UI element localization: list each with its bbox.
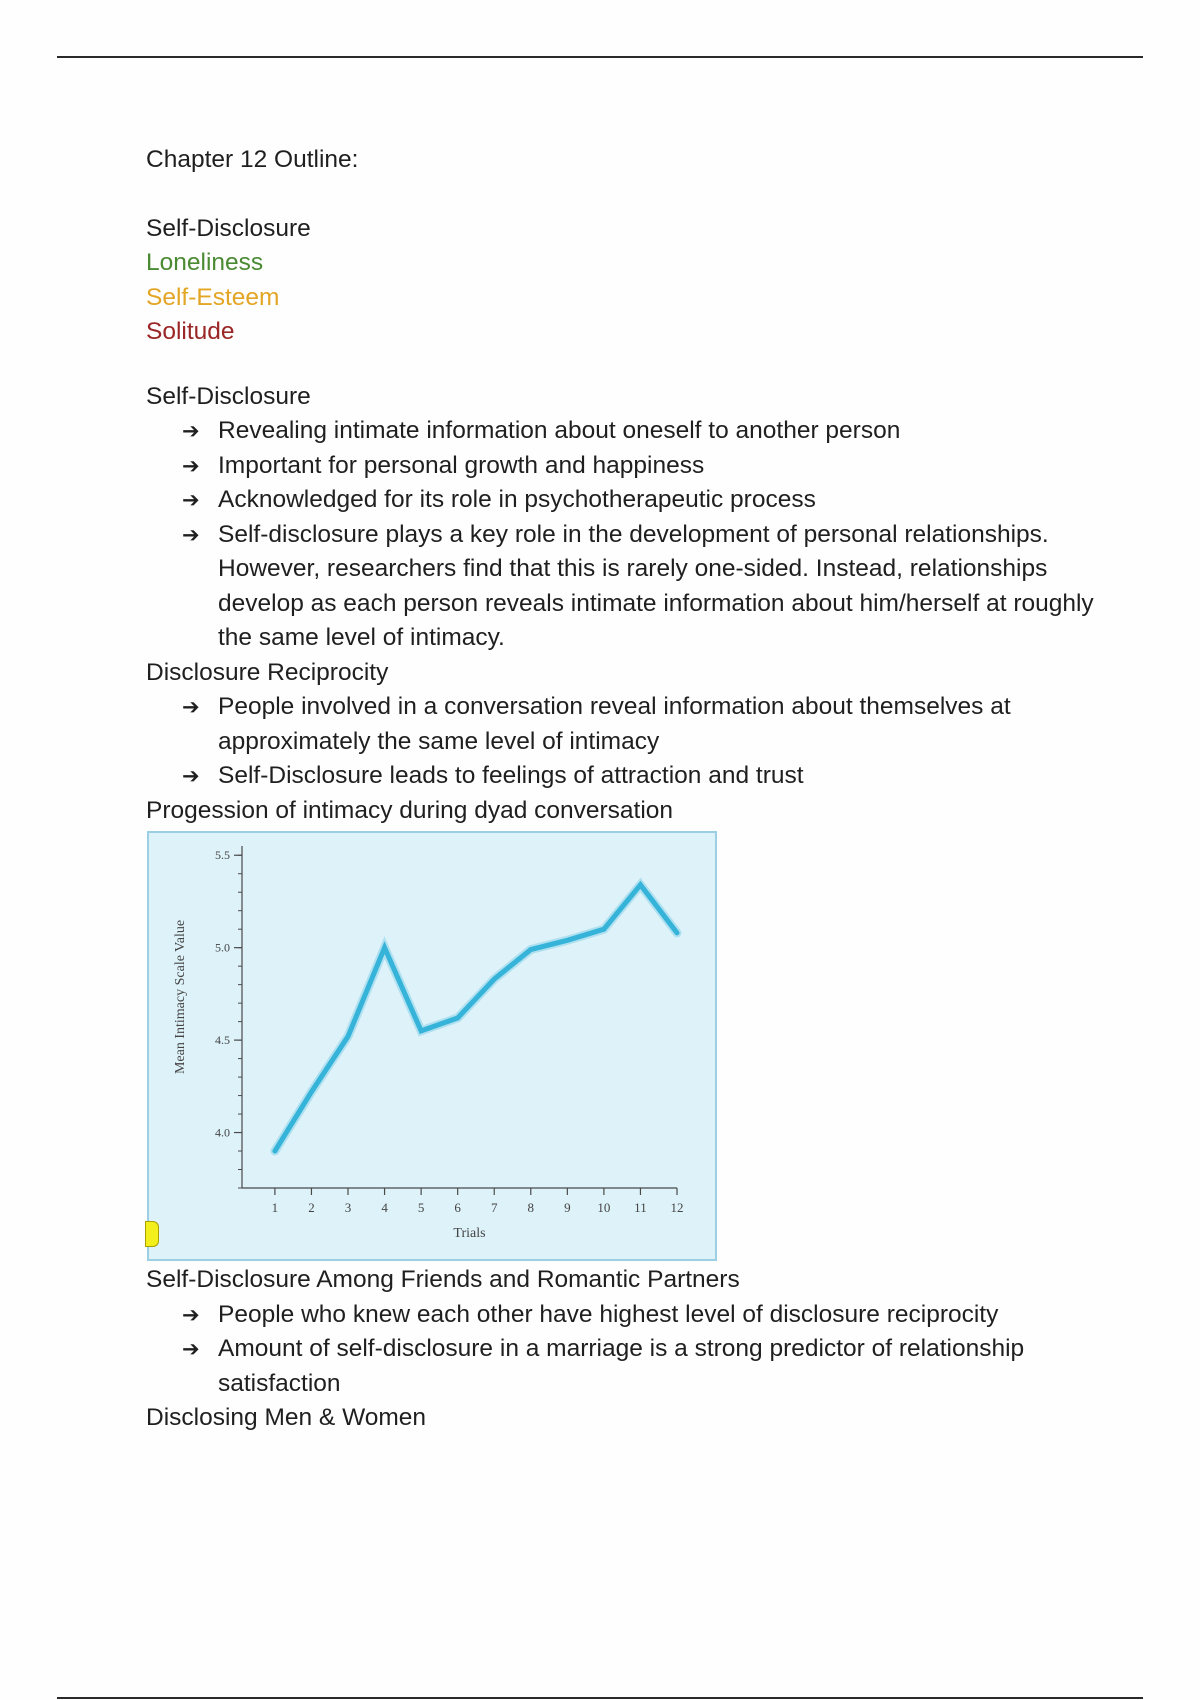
- y-tick-label: 4.0: [215, 1125, 230, 1140]
- arrow-bullet-icon: ➔: [182, 1337, 200, 1361]
- x-tick-label: 5: [417, 1200, 425, 1215]
- intimacy-chart-svg: [147, 831, 717, 1261]
- reciprocity-bullets: [146, 690, 1106, 794]
- x-axis-label: Trials: [453, 1226, 486, 1241]
- bullet-item: ➔ Important for personal growth and happiness: [146, 449, 1106, 484]
- x-tick-label: 8: [527, 1200, 535, 1215]
- section-heading-progression: Progession of intimacy during dyad conversation: [146, 796, 674, 824]
- intimacy-chart: [147, 831, 717, 1261]
- bullet-item: ➔ People who knew each other have highest level of disclosure reciprocity: [146, 1298, 1106, 1333]
- bullet-item: ➔ Self-disclosure plays a key role in the development of personal relationships. However, researchers find that this is rarely one-sided. Instead, relationships develop as each person reveals intimate information about him/herself at roughly the same level of intimacy.: [146, 518, 1106, 656]
- outline-title: Chapter 12 Outline:: [146, 146, 359, 173]
- bullet-item: ➔ Amount of self-disclosure in a marriage is a strong predictor of relationship satisfaction: [146, 1332, 1106, 1401]
- bullet-item: ➔ Acknowledged for its role in psychotherapeutic process: [146, 483, 1106, 518]
- x-tick-label: 12: [670, 1200, 684, 1215]
- self-disclosure-bullets: [146, 414, 1106, 656]
- comment-marker-icon[interactable]: [145, 1221, 159, 1247]
- x-tick-label: 7: [490, 1200, 498, 1215]
- section-heading-friends: Self-Disclosure Among Friends and Romantic Partners: [146, 1266, 740, 1293]
- topic-self-esteem: Self-Esteem: [146, 283, 280, 311]
- x-tick-label: 6: [454, 1200, 461, 1215]
- y-tick-label: 5.0: [215, 940, 230, 955]
- topic-list: [146, 212, 1106, 350]
- arrow-bullet-icon: ➔: [182, 1302, 200, 1327]
- section-heading-men-women: Disclosing Men & Women: [146, 1404, 427, 1431]
- section-heading-reciprocity: Disclosure Reciprocity: [146, 658, 389, 686]
- arrow-bullet-icon: ➔: [182, 695, 200, 719]
- bullet-item: ➔ People involved in a conversation reveal information about themselves at approximately the same level of intimacy: [146, 690, 1106, 759]
- arrow-bullet-icon: ➔: [182, 453, 200, 478]
- y-tick-label: 4.5: [215, 1033, 230, 1048]
- arrow-bullet-icon: ➔: [182, 522, 200, 547]
- header-rule: [57, 56, 1143, 58]
- topic-solitude: Solitude: [146, 318, 235, 345]
- bullet-item: ➔ Self-Disclosure leads to feelings of attraction and trust: [146, 759, 1106, 794]
- topic-self-disclosure: Self-Disclosure: [146, 214, 311, 242]
- x-tick-label: 9: [564, 1200, 571, 1215]
- arrow-bullet-icon: ➔: [182, 419, 200, 443]
- arrow-bullet-icon: ➔: [182, 764, 200, 788]
- x-tick-label: 11: [634, 1200, 647, 1215]
- x-tick-label: 2: [308, 1200, 315, 1215]
- friends-bullets: [146, 1298, 1106, 1402]
- footer-rule: [57, 1697, 1143, 1699]
- x-tick-label: 1: [271, 1200, 279, 1215]
- x-tick-label: 10: [597, 1200, 611, 1215]
- arrow-bullet-icon: ➔: [182, 488, 200, 512]
- y-tick-label: 5.5: [215, 848, 230, 863]
- x-tick-label: 3: [344, 1200, 352, 1215]
- section-heading-self-disclosure: Self-Disclosure: [146, 382, 311, 410]
- bullet-item: ➔ Revealing intimate information about oneself to another person: [146, 414, 1106, 449]
- document-body: [146, 143, 1106, 1436]
- x-tick-label: 4: [381, 1200, 388, 1215]
- topic-loneliness: Loneliness: [146, 249, 264, 276]
- y-axis-label: Mean Intimacy Scale Value: [173, 919, 188, 1075]
